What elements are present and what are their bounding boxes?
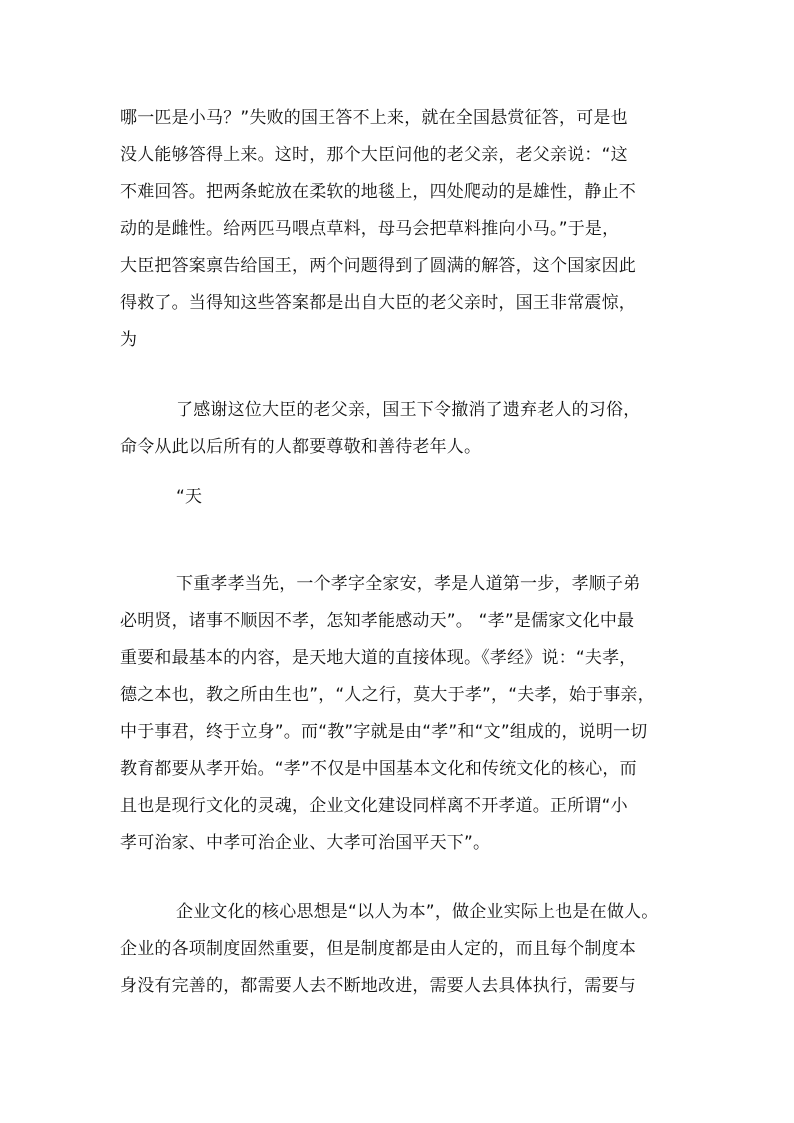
text-line: 下重孝孝当先，一个孝字全家安，孝是人道第一步，孝顺子弟 (176, 574, 641, 594)
text-line: 中于事君，终于立身”。而“教”字就是由“孝”和“文”组成的，说明一切 (120, 722, 648, 742)
paragraph-king-decree (120, 392, 680, 466)
text-line: 教育都要从孝开始。“孝”不仅是中国基本文化和传统文化的核心，而 (120, 759, 637, 779)
paragraph-story-continuation (120, 100, 680, 359)
text-line: 得救了。当得知这些答案都是出自大臣的老父亲时，国王非常震惊， (120, 293, 636, 313)
paragraph-corporate-culture (120, 894, 680, 1005)
text-line: 且也是现行文化的灵魂，企业文化建设同样离不开孝道。正所谓“小 (120, 796, 628, 816)
text-line: 德之本也，教之所由生也”，“人之行，莫大于孝”，“夫孝，始于事亲， (120, 685, 655, 705)
paragraph-fragment (120, 479, 680, 516)
text-line: 身没有完善的，都需要人去不断地改进，需要人去具体执行，需要与 (120, 976, 636, 996)
text-line: 哪一匹是小马？”失败的国王答不上来，就在全国悬赏征答，可是也 (120, 108, 628, 128)
text-line: 孝可治家、中孝可治企业、大孝可治国平天下”。 (120, 833, 491, 853)
text-line: “天 (176, 487, 203, 507)
text-line: 命令从此以后所有的人都要尊敬和善待老年人。 (120, 437, 482, 457)
text-line: 了感谢这位大臣的老父亲，国王下令撤消了遗弃老人的习俗， (176, 400, 641, 420)
text-line: 大臣把答案禀告给国王，两个问题得到了圆满的解答，这个国家因此 (120, 256, 636, 276)
text-line: 不难回答。把两条蛇放在柔软的地毯上，四处爬动的是雄性，静止不 (120, 182, 636, 202)
text-line: 重要和最基本的内容，是天地大道的直接体现。《孝经》说：“夫孝， (120, 648, 637, 668)
text-line: 必明贤，诸事不顺因不孝，怎知孝能感动天”。 “孝”是儒家文化中最 (120, 611, 635, 631)
text-line: 没人能够答得上来。这时，那个大臣问他的老父亲，老父亲说：“这 (120, 145, 628, 165)
paragraph-filial-piety (120, 566, 680, 862)
text-line: 动的是雌性。给两匹马喂点草料，母马会把草料推向小马。”于是， (120, 219, 620, 239)
text-line: 企业的各项制度固然重要，但是制度都是由人定的，而且每个制度本 (120, 939, 636, 959)
text-line: 企业文化的核心思想是“以人为本”，做企业实际上也是在做人。 (176, 902, 659, 922)
text-line: 为 (120, 330, 138, 350)
